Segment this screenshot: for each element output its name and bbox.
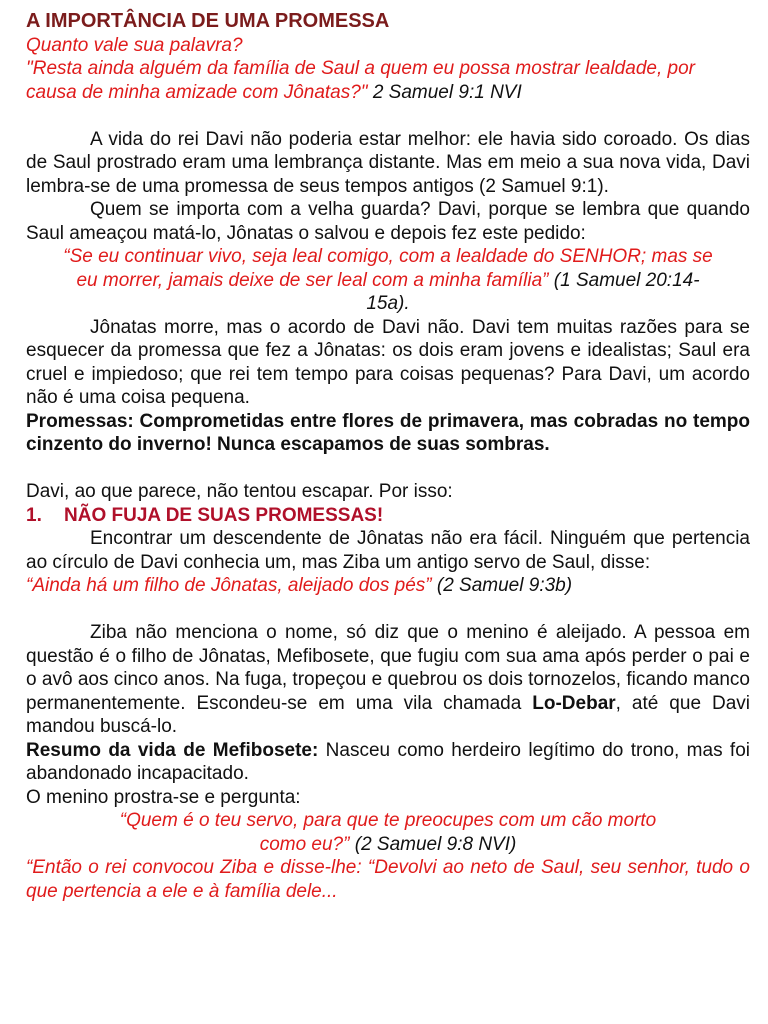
quote-1-text: “Se eu continuar vivo, seja leal comigo, com a lealdade do SENHOR; mas se eu morrer, jamais deixe de ser leal com a minha família” (63, 246, 713, 291)
epigraph-quote: "Resta ainda alguém da família de Saul a quem eu possa mostrar lealdade, por causa de minha amizade com Jônatas?" (26, 58, 695, 103)
summary (26, 739, 750, 786)
epigraph (26, 57, 750, 104)
quote-3 (26, 809, 750, 856)
paragraph-1: A vida do rei Davi não poderia estar melhor: ele havia sido coroado. Os dias de Saul prostrado eram uma lembrança distante. Mas em meio a sua nova vida, Davi lembra-se de uma promessa de seus tempos antigos (2 Samuel 9:1). (26, 128, 750, 197)
quote-4: “Então o rei convocou Ziba e disse-lhe: “Devolvi ao neto de Saul, seu senhor, tudo o que pertencia a ele e à família dele... (26, 857, 750, 902)
bold-statement: Promessas: Comprometidas entre flores de primavera, mas cobradas no tempo cinzento do inverno! Nunca escapamos de suas sombras. (26, 410, 750, 455)
quote-2 (26, 574, 750, 598)
summary-text: Nasceu como herdeiro legítimo do trono, mas foi abandonado incapacitado. (26, 739, 750, 784)
spacer (26, 104, 750, 128)
paragraph-2: Quem se importa com a velha guarda? Davi, porque se lembra que quando Saul ameaçou matá-lo, Jônatas o salvou e depois fez este pedido: (26, 199, 750, 244)
quote-2-text: “Ainda há um filho de Jônatas, aleijado dos pés” (26, 575, 432, 596)
paragraph-4: Davi, ao que parece, não tentou escapar. Por isso: (26, 481, 453, 502)
quote-3-text: “Quem é o teu servo, para que te preocupes com um cão morto como eu?” (119, 810, 657, 855)
paragraph-6 (26, 621, 750, 739)
paragraph-7: O menino prostra-se e pergunta: (26, 786, 301, 808)
section-1-heading (26, 504, 750, 528)
place-name: Lo-Debar (532, 692, 616, 714)
quote-2-reference: (2 Samuel 9:3b) (431, 575, 573, 596)
document-page (26, 10, 750, 903)
paragraph-3: Jônatas morre, mas o acordo de Davi não. Davi tem muitas razões para se esquecer da promessa que fez a Jônatas: os dois eram jovens e idealistas; Saul era cruel e impiedoso; que rei tem tempo para coisas pequenas? Para Davi, um acordo não é uma coisa pequena. (26, 316, 750, 408)
epigraph-reference: 2 Samuel 9:1 NVI (367, 81, 522, 103)
spacer (26, 457, 750, 481)
summary-label: Resumo da vida de Mefibosete: (26, 739, 319, 761)
quote-3-reference: (2 Samuel 9:8 NVI) (349, 833, 517, 855)
quote-1 (26, 245, 750, 316)
section-1-number: 1. (26, 504, 42, 526)
paragraph-6-before: Ziba não menciona o nome, só diz que o menino é aleijado. A pessoa em questão é o filho de Jônatas, Mefibosete, que fugiu com sua ama após perder o pai e o avô aos cinco anos. Na fuga, tropeçou e quebrou os dois tornozelos, ficando manco permanentemente. Escondeu-se em uma vila chamada (26, 622, 750, 714)
quote-1-reference: (1 Samuel 20:14-15a). (366, 269, 700, 314)
paragraph-5: Encontrar um descendente de Jônatas não era fácil. Ninguém que pertencia ao círculo de Davi conhecia um, mas Ziba um antigo servo de Saul, disse: (26, 528, 750, 573)
document-title: A IMPORTÂNCIA DE UMA PROMESSA (26, 10, 390, 32)
spacer (26, 598, 750, 622)
paragraph-6-after: , até que Davi mandou buscá-lo. (26, 692, 750, 737)
section-1-title: NÃO FUJA DE SUAS PROMESSAS! (64, 504, 384, 526)
document-subtitle: Quanto vale sua palavra? (26, 34, 243, 56)
